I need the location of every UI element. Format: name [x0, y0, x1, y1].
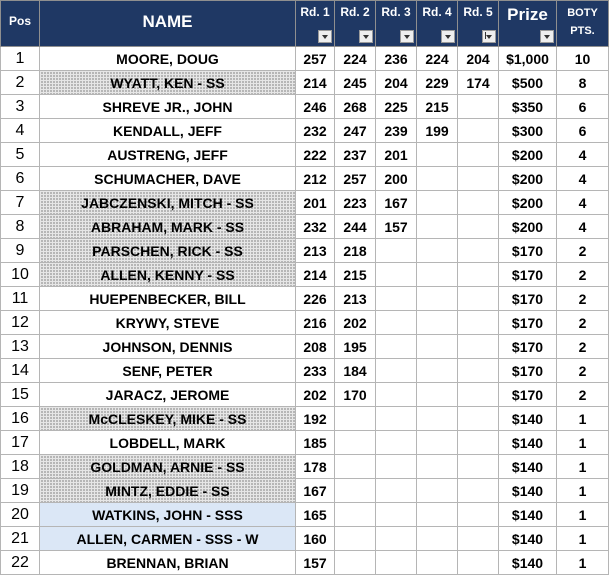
rd1-cell[interactable]: 214 — [296, 71, 335, 95]
rd3-cell[interactable] — [376, 455, 417, 479]
rd1-cell[interactable]: 165 — [296, 503, 335, 527]
rd1-cell[interactable]: 178 — [296, 455, 335, 479]
rd4-cell[interactable]: 199 — [417, 119, 458, 143]
boty-cell[interactable]: 2 — [557, 359, 609, 383]
rd4-cell[interactable] — [417, 335, 458, 359]
pos-cell[interactable]: 10 — [1, 263, 40, 287]
name-cell[interactable]: AUSTRENG, JEFF — [40, 143, 296, 167]
rd2-cell[interactable]: 237 — [335, 143, 376, 167]
rd4-cell[interactable] — [417, 431, 458, 455]
rd5-cell[interactable] — [458, 551, 499, 575]
table-row — [1, 311, 609, 335]
pos-cell[interactable]: 21 — [1, 527, 40, 551]
boty-cell[interactable]: 2 — [557, 383, 609, 407]
table-row — [1, 239, 609, 263]
rd1-cell[interactable]: 185 — [296, 431, 335, 455]
prize-cell[interactable]: $300 — [499, 119, 557, 143]
name-cell[interactable]: JABCZENSKI, MITCH - SS — [40, 191, 296, 215]
rd3-cell[interactable] — [376, 359, 417, 383]
rd1-cell[interactable]: 246 — [296, 95, 335, 119]
rd5-cell[interactable] — [458, 503, 499, 527]
filter-dropdown-rd4-icon[interactable] — [441, 30, 455, 43]
header-rd5 — [458, 1, 499, 47]
name-cell[interactable]: SCHUMACHER, DAVE — [40, 167, 296, 191]
rd2-cell[interactable]: 223 — [335, 191, 376, 215]
filter-dropdown-rd1-icon[interactable] — [318, 30, 332, 43]
rd5-cell[interactable] — [458, 167, 499, 191]
prize-cell[interactable]: $140 — [499, 407, 557, 431]
rd3-cell[interactable] — [376, 407, 417, 431]
rd4-cell[interactable] — [417, 407, 458, 431]
rd3-cell[interactable]: 157 — [376, 215, 417, 239]
rd1-cell[interactable]: 233 — [296, 359, 335, 383]
rd1-cell[interactable]: 222 — [296, 143, 335, 167]
name-cell[interactable]: WATKINS, JOHN - SSS — [40, 503, 296, 527]
prize-cell[interactable]: $170 — [499, 359, 557, 383]
table-row — [1, 287, 609, 311]
results-body — [1, 47, 609, 575]
table-row — [1, 479, 609, 503]
rd4-cell[interactable] — [417, 359, 458, 383]
header-rd2 — [335, 1, 376, 47]
filter-dropdown-rd2-icon[interactable] — [359, 30, 373, 43]
header-rd4-label: Rd. 4 — [422, 5, 452, 19]
pos-cell[interactable]: 3 — [1, 95, 40, 119]
prize-cell[interactable]: $170 — [499, 287, 557, 311]
rd3-cell[interactable]: 201 — [376, 143, 417, 167]
sort-descending-rd5-icon[interactable] — [482, 30, 496, 43]
rd4-cell[interactable] — [417, 143, 458, 167]
rd3-cell[interactable] — [376, 527, 417, 551]
header-boty-line2: PTS. — [570, 25, 595, 37]
prize-cell[interactable]: $140 — [499, 527, 557, 551]
table-row — [1, 167, 609, 191]
boty-cell[interactable]: 1 — [557, 527, 609, 551]
header-rd1 — [296, 1, 335, 47]
rd1-cell[interactable]: 202 — [296, 383, 335, 407]
rd3-cell[interactable] — [376, 335, 417, 359]
pos-cell[interactable]: 18 — [1, 455, 40, 479]
pos-cell[interactable]: 14 — [1, 359, 40, 383]
rd5-cell[interactable] — [458, 527, 499, 551]
rd3-cell[interactable]: 204 — [376, 71, 417, 95]
rd2-cell[interactable]: 268 — [335, 95, 376, 119]
boty-cell[interactable]: 4 — [557, 215, 609, 239]
rd1-cell[interactable]: 160 — [296, 527, 335, 551]
rd5-cell[interactable] — [458, 215, 499, 239]
rd1-cell[interactable]: 226 — [296, 287, 335, 311]
rd4-cell[interactable] — [417, 287, 458, 311]
pos-cell[interactable]: 1 — [1, 47, 40, 71]
boty-cell[interactable]: 1 — [557, 407, 609, 431]
rd4-cell[interactable] — [417, 167, 458, 191]
prize-cell[interactable]: $170 — [499, 335, 557, 359]
rd5-cell[interactable] — [458, 263, 499, 287]
rd2-cell[interactable]: 215 — [335, 263, 376, 287]
name-cell[interactable]: GOLDMAN, ARNIE - SS — [40, 455, 296, 479]
rd2-cell[interactable]: 195 — [335, 335, 376, 359]
rd5-cell[interactable] — [458, 311, 499, 335]
prize-cell[interactable]: $200 — [499, 191, 557, 215]
pos-cell[interactable]: 22 — [1, 551, 40, 575]
rd1-cell[interactable]: 212 — [296, 167, 335, 191]
rd3-cell[interactable]: 167 — [376, 191, 417, 215]
boty-cell[interactable]: 6 — [557, 119, 609, 143]
boty-cell[interactable]: 2 — [557, 239, 609, 263]
rd3-cell[interactable] — [376, 239, 417, 263]
name-cell[interactable]: SENF, PETER — [40, 359, 296, 383]
rd4-cell[interactable]: 229 — [417, 71, 458, 95]
table-row — [1, 191, 609, 215]
prize-cell[interactable]: $200 — [499, 143, 557, 167]
rd2-cell[interactable]: 244 — [335, 215, 376, 239]
rd4-cell[interactable] — [417, 311, 458, 335]
rd3-cell[interactable] — [376, 479, 417, 503]
header-prize — [499, 1, 557, 47]
rd2-cell[interactable]: 218 — [335, 239, 376, 263]
rd4-cell[interactable] — [417, 215, 458, 239]
header-pos-label: Pos — [8, 14, 31, 28]
rd5-cell[interactable]: 174 — [458, 71, 499, 95]
pos-cell[interactable]: 2 — [1, 71, 40, 95]
table-row — [1, 119, 609, 143]
header-boty — [557, 1, 609, 47]
header-name — [40, 1, 296, 47]
name-cell[interactable]: SHREVE JR., JOHN — [40, 95, 296, 119]
filter-dropdown-prize-icon[interactable] — [540, 30, 554, 43]
rd2-cell[interactable] — [335, 527, 376, 551]
rd4-cell[interactable] — [417, 239, 458, 263]
pos-cell[interactable]: 13 — [1, 335, 40, 359]
rd2-cell[interactable] — [335, 551, 376, 575]
table-row — [1, 527, 609, 551]
rd4-cell[interactable] — [417, 263, 458, 287]
table-row — [1, 383, 609, 407]
rd4-cell[interactable]: 224 — [417, 47, 458, 71]
rd2-cell[interactable]: 184 — [335, 359, 376, 383]
rd1-cell[interactable]: 216 — [296, 311, 335, 335]
name-cell[interactable]: LOBDELL, MARK — [40, 431, 296, 455]
pos-cell[interactable]: 16 — [1, 407, 40, 431]
prize-cell[interactable]: $170 — [499, 311, 557, 335]
boty-cell[interactable]: 1 — [557, 551, 609, 575]
rd1-cell[interactable]: 201 — [296, 191, 335, 215]
rd5-cell[interactable]: 204 — [458, 47, 499, 71]
table-row — [1, 455, 609, 479]
boty-cell[interactable]: 2 — [557, 263, 609, 287]
table-row — [1, 143, 609, 167]
pos-cell[interactable]: 4 — [1, 119, 40, 143]
rd4-cell[interactable] — [417, 527, 458, 551]
rd1-cell[interactable]: 214 — [296, 263, 335, 287]
rd1-cell[interactable]: 157 — [296, 551, 335, 575]
table-row — [1, 215, 609, 239]
rd3-cell[interactable] — [376, 503, 417, 527]
rd2-cell[interactable] — [335, 407, 376, 431]
prize-cell[interactable]: $140 — [499, 455, 557, 479]
rd5-cell[interactable] — [458, 383, 499, 407]
rd4-cell[interactable]: 215 — [417, 95, 458, 119]
rd5-cell[interactable] — [458, 431, 499, 455]
rd1-cell[interactable]: 192 — [296, 407, 335, 431]
table-row — [1, 359, 609, 383]
rd3-cell[interactable] — [376, 431, 417, 455]
rd1-cell[interactable]: 167 — [296, 479, 335, 503]
rd2-cell[interactable] — [335, 479, 376, 503]
rd2-cell[interactable]: 257 — [335, 167, 376, 191]
rd5-cell[interactable] — [458, 359, 499, 383]
header-prize-label: Prize — [507, 5, 548, 24]
name-cell[interactable]: HUEPENBECKER, BILL — [40, 287, 296, 311]
rd2-cell[interactable]: 224 — [335, 47, 376, 71]
prize-cell[interactable]: $170 — [499, 383, 557, 407]
table-row — [1, 431, 609, 455]
rd4-cell[interactable] — [417, 551, 458, 575]
name-cell[interactable]: ABRAHAM, MARK - SS — [40, 215, 296, 239]
pos-cell[interactable]: 17 — [1, 431, 40, 455]
table-row — [1, 71, 609, 95]
header-rd2-label: Rd. 2 — [340, 5, 370, 19]
table-row — [1, 407, 609, 431]
boty-cell[interactable]: 1 — [557, 455, 609, 479]
table-row — [1, 95, 609, 119]
header-rd1-label: Rd. 1 — [300, 5, 330, 19]
header-boty-line1: BOTY — [567, 7, 598, 19]
header-name-label: NAME — [142, 12, 193, 31]
pos-cell[interactable]: 7 — [1, 191, 40, 215]
rd5-cell[interactable] — [458, 479, 499, 503]
pos-cell[interactable]: 12 — [1, 311, 40, 335]
name-cell[interactable]: BRENNAN, BRIAN — [40, 551, 296, 575]
prize-cell[interactable]: $170 — [499, 239, 557, 263]
rd3-cell[interactable] — [376, 287, 417, 311]
header-rd5-label: Rd. 5 — [463, 5, 493, 19]
rd3-cell[interactable]: 225 — [376, 95, 417, 119]
header-rd4 — [417, 1, 458, 47]
prize-cell[interactable]: $170 — [499, 263, 557, 287]
boty-cell[interactable]: 8 — [557, 71, 609, 95]
name-cell[interactable]: ALLEN, CARMEN - SSS - W — [40, 527, 296, 551]
rd5-cell[interactable] — [458, 287, 499, 311]
rd1-cell[interactable]: 213 — [296, 239, 335, 263]
rd1-cell[interactable]: 232 — [296, 215, 335, 239]
rd2-cell[interactable]: 245 — [335, 71, 376, 95]
boty-cell[interactable]: 2 — [557, 335, 609, 359]
rd3-cell[interactable] — [376, 383, 417, 407]
rd5-cell[interactable] — [458, 455, 499, 479]
boty-cell[interactable]: 4 — [557, 167, 609, 191]
boty-cell[interactable]: 1 — [557, 431, 609, 455]
prize-cell[interactable]: $500 — [499, 71, 557, 95]
name-cell[interactable]: ALLEN, KENNY - SS — [40, 263, 296, 287]
prize-cell[interactable]: $200 — [499, 215, 557, 239]
boty-cell[interactable]: 2 — [557, 311, 609, 335]
boty-cell[interactable]: 1 — [557, 503, 609, 527]
header-rd3 — [376, 1, 417, 47]
prize-cell[interactable]: $140 — [499, 431, 557, 455]
rd3-cell[interactable]: 200 — [376, 167, 417, 191]
name-cell[interactable]: KRYWY, STEVE — [40, 311, 296, 335]
rd4-cell[interactable] — [417, 503, 458, 527]
rd1-cell[interactable]: 208 — [296, 335, 335, 359]
pos-cell[interactable]: 8 — [1, 215, 40, 239]
boty-cell[interactable]: 2 — [557, 287, 609, 311]
prize-cell[interactable]: $140 — [499, 479, 557, 503]
pos-cell[interactable]: 19 — [1, 479, 40, 503]
prize-cell[interactable]: $140 — [499, 503, 557, 527]
table-row — [1, 47, 609, 71]
pos-cell[interactable]: 20 — [1, 503, 40, 527]
rd5-cell[interactable] — [458, 407, 499, 431]
rd4-cell[interactable] — [417, 191, 458, 215]
boty-cell[interactable]: 4 — [557, 143, 609, 167]
rd2-cell[interactable]: 170 — [335, 383, 376, 407]
rd3-cell[interactable]: 236 — [376, 47, 417, 71]
rd1-cell[interactable]: 257 — [296, 47, 335, 71]
pos-cell[interactable]: 11 — [1, 287, 40, 311]
name-cell[interactable]: JARACZ, JEROME — [40, 383, 296, 407]
header-rd3-label: Rd. 3 — [381, 5, 411, 19]
pos-cell[interactable]: 9 — [1, 239, 40, 263]
boty-cell[interactable]: 4 — [557, 191, 609, 215]
rd2-cell[interactable] — [335, 455, 376, 479]
table-row — [1, 551, 609, 575]
rd5-cell[interactable] — [458, 239, 499, 263]
name-cell[interactable]: KENDALL, JEFF — [40, 119, 296, 143]
rd5-cell[interactable] — [458, 335, 499, 359]
rd2-cell[interactable] — [335, 503, 376, 527]
prize-cell[interactable]: $140 — [499, 551, 557, 575]
name-cell[interactable]: JOHNSON, DENNIS — [40, 335, 296, 359]
boty-cell[interactable]: 10 — [557, 47, 609, 71]
name-cell[interactable]: McCLESKEY, MIKE - SS — [40, 407, 296, 431]
pos-cell[interactable]: 15 — [1, 383, 40, 407]
name-cell[interactable]: PARSCHEN, RICK - SS — [40, 239, 296, 263]
header-pos — [1, 1, 40, 47]
rd3-cell[interactable]: 239 — [376, 119, 417, 143]
filter-dropdown-rd3-icon[interactable] — [400, 30, 414, 43]
name-cell[interactable]: WYATT, KEN - SS — [40, 71, 296, 95]
prize-cell[interactable]: $200 — [499, 167, 557, 191]
rd4-cell[interactable] — [417, 455, 458, 479]
rd4-cell[interactable] — [417, 383, 458, 407]
name-cell[interactable]: MINTZ, EDDIE - SS — [40, 479, 296, 503]
rd5-cell[interactable] — [458, 191, 499, 215]
pos-cell[interactable]: 5 — [1, 143, 40, 167]
rd1-cell[interactable]: 232 — [296, 119, 335, 143]
rd3-cell[interactable] — [376, 551, 417, 575]
header-row — [1, 1, 609, 47]
rd3-cell[interactable] — [376, 311, 417, 335]
boty-cell[interactable]: 1 — [557, 479, 609, 503]
pos-cell[interactable]: 6 — [1, 167, 40, 191]
name-cell[interactable]: MOORE, DOUG — [40, 47, 296, 71]
boty-cell[interactable]: 6 — [557, 95, 609, 119]
rd2-cell[interactable] — [335, 431, 376, 455]
rd3-cell[interactable] — [376, 263, 417, 287]
rd2-cell[interactable]: 213 — [335, 287, 376, 311]
table-row — [1, 335, 609, 359]
rd4-cell[interactable] — [417, 479, 458, 503]
rd2-cell[interactable]: 202 — [335, 311, 376, 335]
rd5-cell[interactable] — [458, 95, 499, 119]
rd2-cell[interactable]: 247 — [335, 119, 376, 143]
table-row — [1, 503, 609, 527]
prize-cell[interactable]: $1,000 — [499, 47, 557, 71]
table-row — [1, 263, 609, 287]
rd5-cell[interactable] — [458, 119, 499, 143]
rd5-cell[interactable] — [458, 143, 499, 167]
prize-cell[interactable]: $350 — [499, 95, 557, 119]
